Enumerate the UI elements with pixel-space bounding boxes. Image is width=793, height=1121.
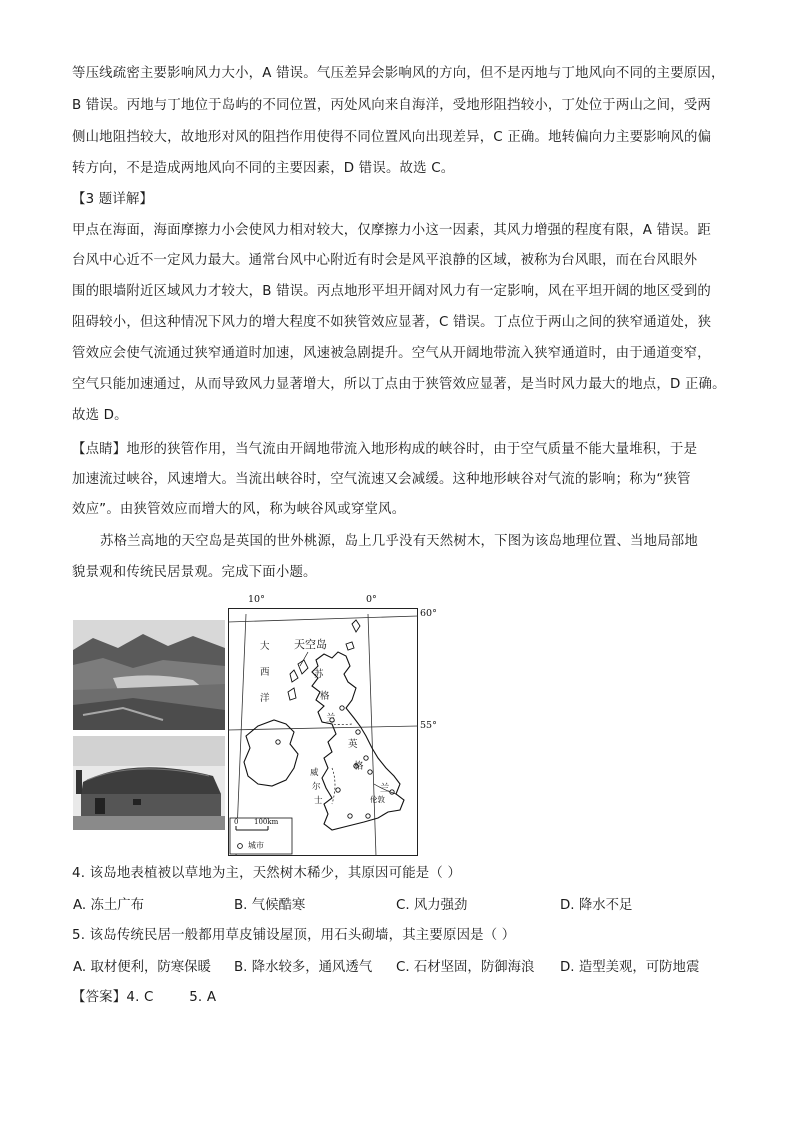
sea-label: 西 xyxy=(260,667,270,678)
question-stem: 4. 该岛地表植被以草地为主，天然树木稀少，其原因可能是（ ） xyxy=(72,866,462,881)
scale-label: 100km xyxy=(254,818,279,826)
text-line: 阻碍较小，但这种情况下风力的增大程度不如狭管效应显著，C 错误。丁点位于两山之间的狭窄通道处，狭 xyxy=(72,315,712,330)
question-stem: 5. 该岛传统民居一般都用草皮铺设屋顶，用石头砌墙，其主要原因是（ ） xyxy=(72,928,516,943)
lat-label: 60° xyxy=(420,608,437,619)
landscape-photo xyxy=(73,620,225,730)
text-line: 效应”。由狭管效应而增大的风，称为峡谷风或穿堂风。 xyxy=(72,502,406,517)
region-label: 格 xyxy=(320,691,330,702)
text-line: 围的眼墙附近区域风力才较大，B 错误。丙点地形平坦开阔对风力有一定影响，风在平坦开阔的地区受到的 xyxy=(72,284,712,299)
text-line: 故选 D。 xyxy=(72,408,128,423)
region-label: 兰 xyxy=(326,713,336,724)
region-label: 威 xyxy=(310,768,319,778)
scale-zero: 0 xyxy=(234,818,239,826)
text-line: 貌景观和传统民居景观。完成下面小题。 xyxy=(72,565,317,580)
text-line: 台风中心近不一定风力最大。通常台风中心附近有时会是风平浪静的区域，被称为台风眼，而在台风眼外 xyxy=(72,253,698,268)
text-line: 等压线疏密主要影响风力大小，A 错误。气压差异会影响风的方向，但不是丙地与丁地风向不同的主要原因， xyxy=(72,66,725,81)
lon-label: 0° xyxy=(366,594,377,605)
text-line: 管效应会使气流通过狭窄通道时加速，风速被急剧提升。空气从开阔地带流入狭窄通道时，由于通道变窄， xyxy=(72,346,711,361)
question-option[interactable]: C. 石材坚固，防御海浪 xyxy=(396,960,535,975)
intro-line: 苏格兰高地的天空岛是英国的世外桃源，岛上几乎没有天然树木，下图为该岛地理位置、当地局部地 xyxy=(100,534,698,549)
question-option[interactable]: A. 冻土广布 xyxy=(73,898,144,913)
answer-text: 4. C 5. A xyxy=(126,990,217,1005)
region-label: 士 xyxy=(314,796,323,806)
question-option[interactable]: B. 降水较多，通风透气 xyxy=(234,960,373,975)
question-option[interactable]: C. 风力强劲 xyxy=(396,898,468,913)
region-label: 苏 xyxy=(314,669,324,680)
city-label: 伦敦 xyxy=(370,795,385,804)
region-label: 兰 xyxy=(380,783,390,794)
region-label: 尔 xyxy=(312,782,321,792)
legend-city-label: 城市 xyxy=(248,841,264,850)
sea-label: 大 xyxy=(260,641,270,652)
text-line: 甲点在海面，海面摩擦力小会使风力相对较大，仅摩擦力小这一因素，其风力增强的程度有限，A 错误。距 xyxy=(72,223,711,238)
text-line: 转方向，不是造成两地风向不同的主要因素，D 错误。故选 C。 xyxy=(72,161,455,176)
question-option[interactable]: D. 造型美观，可防地震 xyxy=(560,960,700,975)
lat-label: 55° xyxy=(420,720,437,731)
region-label: 英 xyxy=(348,739,358,750)
section-heading: 【3 题详解】 xyxy=(72,192,154,207)
thatched-house-photo xyxy=(73,736,225,830)
region-label: 格 xyxy=(354,761,364,772)
island-label: 天空岛 xyxy=(294,638,327,651)
question-option[interactable]: A. 取材便利，防寒保暖 xyxy=(73,960,211,975)
text-line: 加速流过峡谷，风速增大。当流出峡谷时，空气流速又会减缓。这种地形峡谷对气流的影响；称为“狭管 xyxy=(72,472,691,487)
location-map xyxy=(228,594,437,856)
text-line: B 错误。丙地与丁地位于岛屿的不同位置，丙处风向来自海洋，受地形阻挡较小，丁处位于两山之间，受两 xyxy=(72,98,712,113)
text-line: 侧山地阻挡较大，故地形对风的阻挡作用使得不同位置风向出现差异，C 正确。地转偏向力主要影响风的偏 xyxy=(72,130,712,145)
question-option[interactable]: D. 降水不足 xyxy=(560,898,633,913)
answer-line xyxy=(72,988,216,1008)
question-option[interactable]: B. 气候酷寒 xyxy=(234,898,306,913)
answer-label: 【答案】 xyxy=(72,990,127,1005)
lon-label: 10° xyxy=(248,594,265,605)
text-line: 空气只能加速通过，从而导致风力显著增大，所以丁点由于狭管效应显著，是当时风力最大的地点，D 正确。 xyxy=(72,377,726,392)
sea-label: 洋 xyxy=(260,693,270,704)
tip-line: 【点睛】地形的狭管作用，当气流由开阔地带流入地形构成的峡谷时，由于空气质量不能大量堆积，于是 xyxy=(72,442,698,457)
